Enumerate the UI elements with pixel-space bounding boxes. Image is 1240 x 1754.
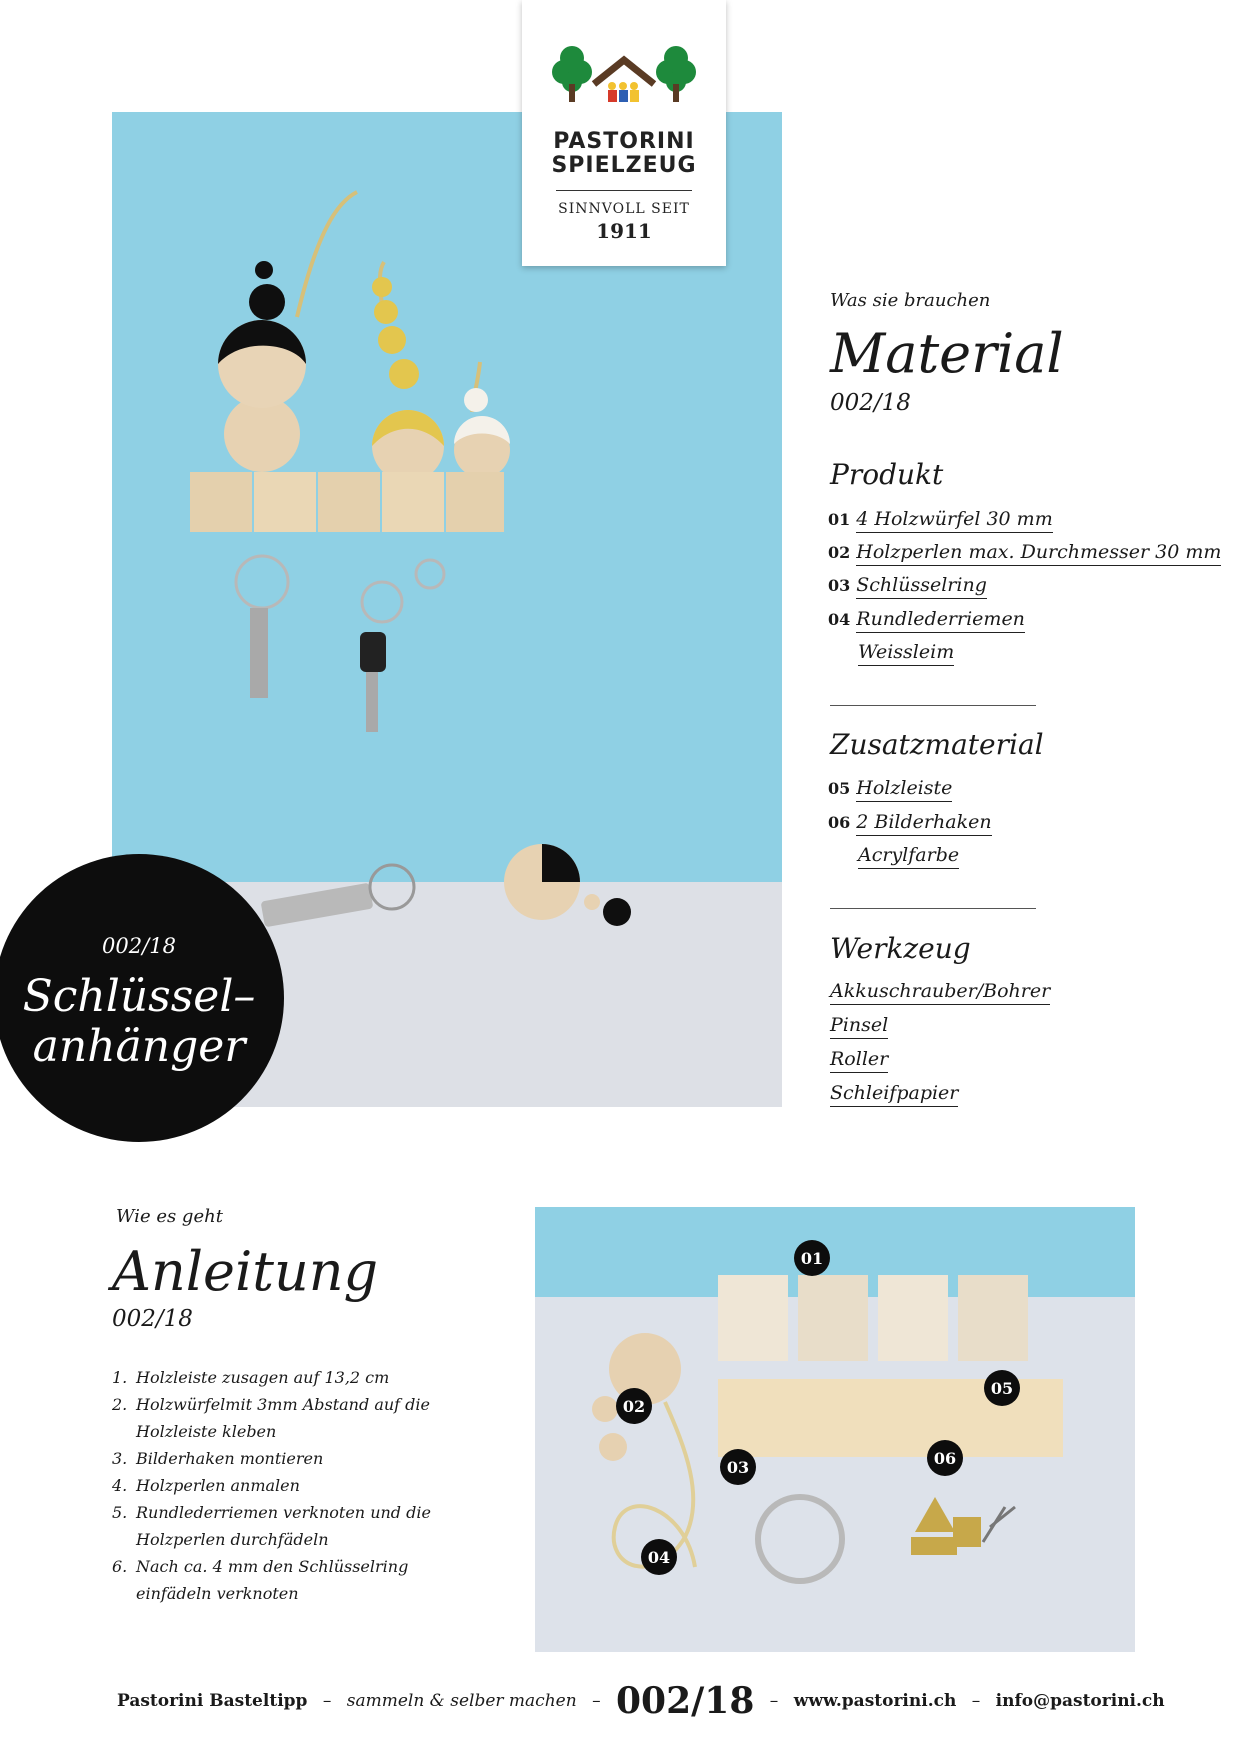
brand-name-line2: SPIELZEUG (551, 153, 697, 178)
step-item: 6. Nach ca. 4 mm den Schlüsselring einfädeln verknoten (112, 1557, 409, 1603)
label-04: 04 (647, 1548, 671, 1567)
footer-separator: – (769, 1691, 779, 1711)
material-code: 002/18 (830, 390, 911, 416)
instruction-steps (112, 1364, 442, 1607)
step-item: 4. Holzperlen anmalen (112, 1476, 300, 1495)
material-title: Material (830, 322, 1064, 385)
footer-number: 002/18 (615, 1680, 755, 1722)
produkt-item: Weissleim (858, 641, 954, 663)
label-06: 06 (933, 1449, 957, 1468)
zusatz-item: 06 2 Bilderhaken (828, 811, 992, 833)
brand-year: 1911 (596, 219, 652, 243)
label-05: 05 (990, 1379, 1014, 1398)
footer-tagline: sammeln & selber machen (346, 1691, 577, 1711)
produkt-heading: Produkt (830, 458, 944, 491)
step-item: 5. Rundlederriemen verknoten und die Holzperlen durchfädeln (112, 1503, 431, 1549)
produkt-item: 01 4 Holzwürfel 30 mm (828, 508, 1053, 530)
badge-number: 002/18 (102, 934, 176, 958)
step-item: 2. Holzwürfelmit 3mm Abstand auf die Holzleiste kleben (112, 1395, 430, 1441)
zusatz-item: Acrylfarbe (858, 844, 959, 866)
tree-house-logo-icon (522, 0, 726, 116)
brand-name-line1: PASTORINI (553, 129, 695, 154)
footer-email-link[interactable]: info@pastorini.ch (995, 1691, 1165, 1711)
material-kicker: Was sie brauchen (830, 290, 991, 311)
badge-title-line2: anhänger (32, 1021, 246, 1072)
label-02: 02 (622, 1397, 646, 1416)
title-badge (0, 854, 284, 1142)
footer-brand: Pastorini Basteltipp (117, 1691, 308, 1711)
anleitung-kicker: Wie es geht (116, 1206, 223, 1227)
brand-since: SINNVOLL SEIT (558, 201, 690, 217)
step-item: 1. Holzleiste zusagen auf 13,2 cm (112, 1368, 390, 1387)
footer (117, 1680, 1165, 1722)
footer-separator: – (592, 1691, 601, 1711)
werkzeug-item: Schleifpapier (830, 1082, 958, 1104)
label-01: 01 (800, 1249, 824, 1268)
werkzeug-item: Roller (830, 1048, 888, 1070)
produkt-item: 02 Holzperlen max. Durchmesser 30 mm (828, 541, 1221, 563)
materials-photo (535, 1207, 1135, 1652)
footer-web-link[interactable]: www.pastorini.ch (793, 1691, 957, 1711)
brand-logo (522, 0, 726, 266)
footer-separator: – (322, 1691, 332, 1711)
label-03: 03 (726, 1458, 750, 1477)
footer-separator: – (971, 1691, 981, 1711)
section-divider (830, 705, 1036, 706)
werkzeug-item: Pinsel (830, 1014, 888, 1036)
section-divider (830, 908, 1036, 909)
produkt-item: 04 Rundlederriemen (828, 608, 1025, 630)
zusatz-item: 05 Holzleiste (828, 777, 952, 799)
zusatz-heading: Zusatzmaterial (830, 728, 1044, 761)
logo-divider (556, 190, 692, 191)
step-item: 3. Bilderhaken montieren (112, 1449, 324, 1468)
badge-title-line1: Schlüssel– (22, 971, 256, 1022)
produkt-item: 03 Schlüsselring (828, 574, 987, 596)
werkzeug-heading: Werkzeug (830, 932, 971, 965)
anleitung-title: Anleitung (112, 1240, 379, 1303)
werkzeug-item: Akkuschrauber/Bohrer (830, 980, 1050, 1002)
anleitung-code: 002/18 (112, 1306, 193, 1332)
